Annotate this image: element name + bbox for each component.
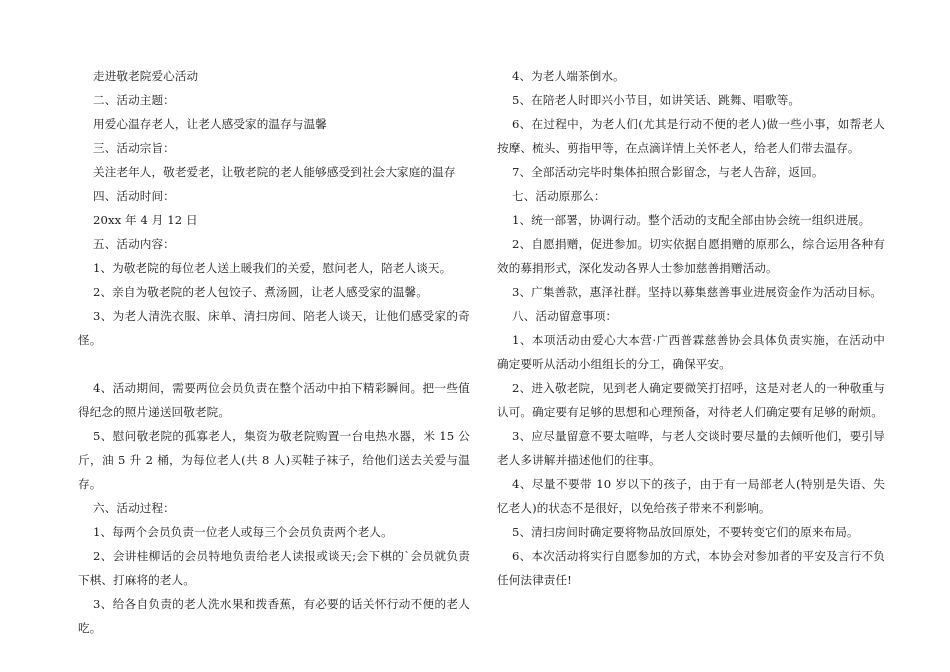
- list-item: 3、应尽量留意不要太喧哗，与老人交谈时要尽量的去倾听他们，要引导老人多讲解并描述他们的往事。: [497, 429, 885, 467]
- section-heading-purpose: 三、活动宗旨：: [93, 141, 175, 155]
- list-item: 5、清扫房间时确定要将物品放回原处，不要转变它们的原来布局。: [512, 525, 859, 539]
- list-item: 5、慰问敬老院的孤寡老人，集资为敬老院购置一台电热水器，米 15 公斤，油 5 升 2 桶，为每位老人(共 8 人)买鞋子袜子，给他们送去关爱与温存。: [78, 429, 470, 491]
- list-item: 2、自愿捐赠，促进参加。切实依据自愿捐赠的原那么，综合运用各种有效的募捐形式，深化发动各界人士参加慈善捐赠活动。: [497, 237, 885, 275]
- paragraph: 20xx 年 4 月 12 日: [93, 213, 198, 227]
- list-item: 2、亲自为敬老院的老人包饺子、煮汤圆，让老人感受家的温馨。: [93, 285, 428, 299]
- section-heading-process: 六、活动过程：: [93, 501, 175, 515]
- list-item: 3、给各自负责的老人洗水果和拨香蕉，有必要的话关怀行动不便的老人吃。: [78, 597, 470, 635]
- list-item: 1、每两个会员负责一位老人或每三个会员负责两个老人。: [93, 525, 393, 539]
- list-item: 3、广集善款，惠泽社群。坚持以募集慈善事业进展资金作为活动目标。: [512, 285, 882, 299]
- list-item: 5、在陪老人时即兴小节目，如讲笑话、跳舞、唱歌等。: [512, 93, 801, 107]
- list-item: 1、为敬老院的每位老人送上暖我们的关爱，慰问老人，陪老人谈天。: [93, 261, 452, 275]
- list-item: 2、进入敬老院，见到老人确定要微笑打招呼，这是对老人的一种敬重与认可。确定要有足够的思想和心理预备，对待老人们确定要有足够的耐烦。: [497, 381, 885, 419]
- list-item: 6、在过程中，为老人们(尤其是行动不便的老人)做一些小事，如帮老人按摩、梳头、剪指甲等，在点滴详情上关怀老人，给老人们带去温存。: [497, 117, 885, 155]
- section-heading-content: 五、活动内容：: [93, 237, 175, 251]
- blank-line: [78, 352, 470, 376]
- paragraph: 用爱心温存老人，让老人感受家的温存与温馨: [93, 117, 327, 131]
- list-item: 2、会讲桂柳话的会员特地负责给老人读报或谈天;会下棋的`会员就负责下棋、打麻将的老人。: [78, 549, 470, 587]
- list-item: 1、本项活动由爱心大本营·广西普霖慈善协会具体负责实施，在活动中确定要听从活动小组组长的分工，确保平安。: [497, 333, 885, 371]
- list-item: 4、尽量不要带 10 岁以下的孩子，由于有一局部老人(特别是失语、失忆老人)的状态不是很好，以免给孩子带来不利影响。: [497, 477, 885, 515]
- list-item: 4、为老人端茶倒水。: [512, 69, 625, 83]
- list-item: 4、活动期间，需要两位会员负责在整个活动中拍下精彩瞬间。把一些值得纪念的照片递送回敬老院。: [78, 381, 470, 419]
- left-column: [78, 64, 470, 640]
- list-item: 1、统一部署，协调行动。整个活动的支配全部由协会统一组织进展。: [512, 213, 871, 227]
- paragraph: 关注老年人，敬老爱老，让敬老院的老人能够感受到社会大家庭的温存: [93, 165, 456, 179]
- document-title: 走进敬老院爱心活动: [93, 69, 199, 83]
- list-item: 7、全部活动完毕时集体拍照合影留念，与老人告辞，返回。: [512, 165, 824, 179]
- section-heading-principles: 七、活动原那么：: [512, 189, 606, 203]
- list-item: 3、为老人清洗衣服、床单、清扫房间、陪老人谈天，让他们感受家的奇怪。: [78, 309, 470, 347]
- section-heading-theme: 二、活动主题：: [93, 93, 175, 107]
- section-heading-notes: 八、活动留意事项：: [512, 309, 618, 323]
- list-item: 6、本次活动将实行自愿参加的方式，本协会对参加者的平安及言行不负任何法律责任!: [497, 549, 885, 587]
- section-heading-time: 四、活动时间：: [93, 189, 175, 203]
- right-column: [497, 64, 885, 592]
